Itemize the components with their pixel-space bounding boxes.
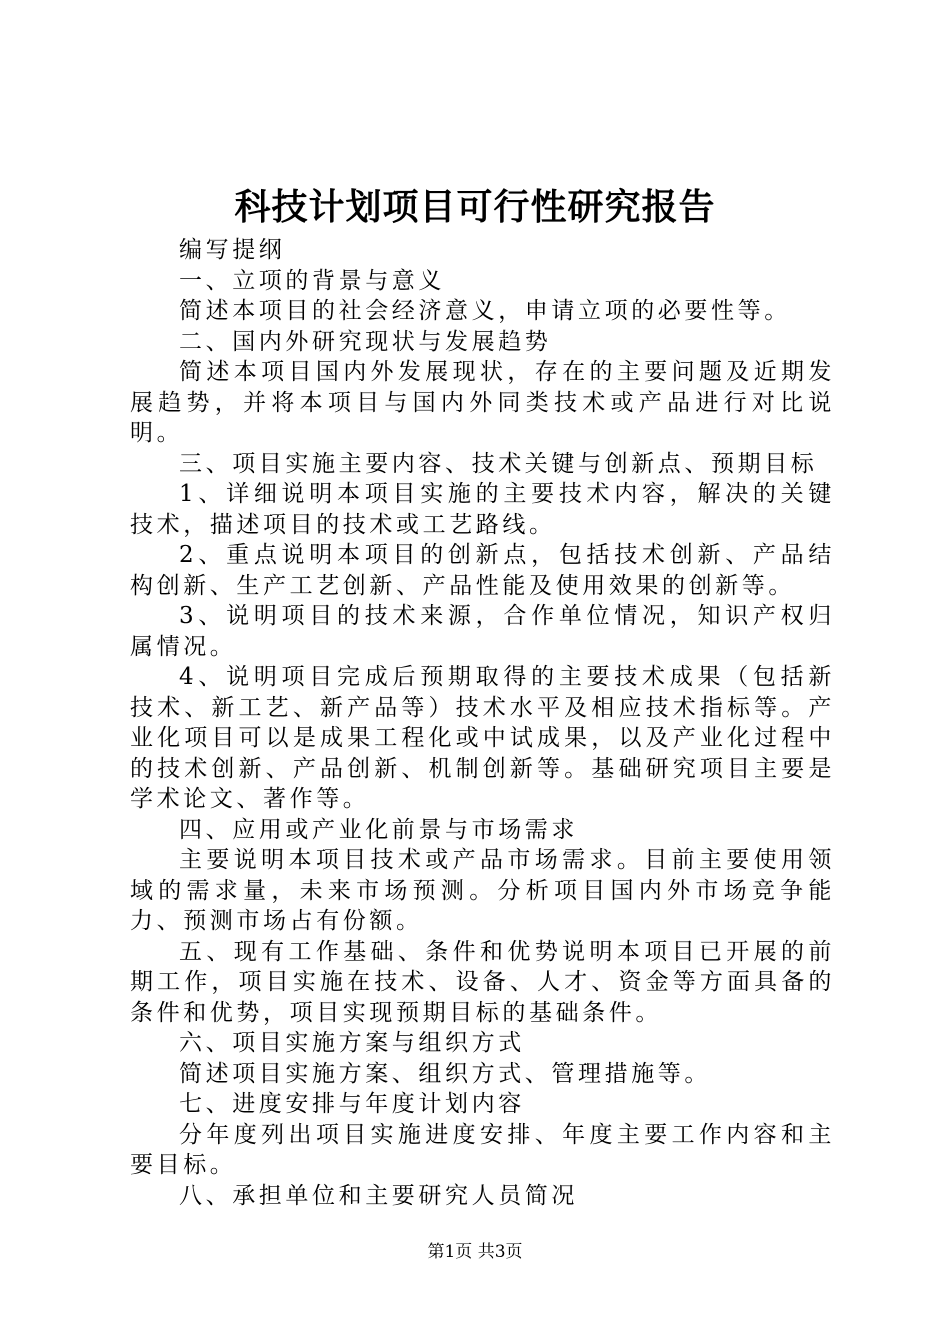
section-item-3-1: 1、详细说明本项目实施的主要技术内容，解决的关键技术，描述项目的技术或工艺路线。	[130, 481, 835, 538]
section-heading-2: 二、国内外研究现状与发展趋势	[179, 328, 552, 355]
section-heading-4: 四、应用或产业化前景与市场需求	[179, 816, 578, 843]
section-text-5: 五、现有工作基础、条件和优势说明本项目已开展的前期工作，项目实施在技术、设备、人才、资金等方面具备的条件和优势，项目实现预期目标的基础条件。	[130, 938, 835, 1026]
section-heading-3: 三、项目实施主要内容、技术关键与创新点、预期目标	[179, 450, 818, 477]
document-title: 科技计划项目可行性研究报告	[234, 186, 716, 228]
section-text-2: 简述本项目国内外发展现状，存在的主要问题及近期发展趋势，并将本项目与国内外同类技术或产品进行对比说明。	[130, 359, 835, 446]
section-text-1: 简述本项目的社会经济意义，申请立项的必要性等。	[179, 298, 791, 324]
section-item-3-4: 4、说明项目完成后预期取得的主要技术成果（包括新技术、新工艺、新产品等）技术水平及相应技术指标等。产业化项目可以是成果工程化或中试成果，以及产业化过程中的技术创新、产品创新、机制创新等。基础研究项目主要是学术论文、著作等。	[130, 664, 835, 812]
document-body	[130, 235, 835, 1211]
page-number-footer: 第1页 共3页	[427, 1242, 523, 1262]
section-text-6: 简述项目实施方案、组织方式、管理措施等。	[179, 1060, 711, 1087]
section-heading-1: 一、立项的背景与意义	[179, 267, 445, 294]
section-text-4: 主要说明本项目技术或产品市场需求。目前主要使用领域的需求量，未来市场预测。分析项目国内外市场竞争能力、预测市场占有份额。	[130, 847, 835, 934]
outline-heading: 编写提纲	[179, 237, 286, 263]
section-text-7: 分年度列出项目实施进度安排、年度主要工作内容和主要目标。	[130, 1121, 835, 1178]
section-item-3-2: 2、重点说明本项目的创新点，包括技术创新、产品结构创新、生产工艺创新、产品性能及使用效果的创新等。	[130, 542, 835, 599]
section-item-3-3: 3、说明项目的技术来源，合作单位情况，知识产权归属情况。	[130, 603, 835, 660]
section-heading-7: 七、进度安排与年度计划内容	[179, 1091, 525, 1117]
section-heading-8: 八、承担单位和主要研究人员简况	[179, 1182, 578, 1209]
section-heading-6: 六、项目实施方案与组织方式	[179, 1030, 525, 1056]
